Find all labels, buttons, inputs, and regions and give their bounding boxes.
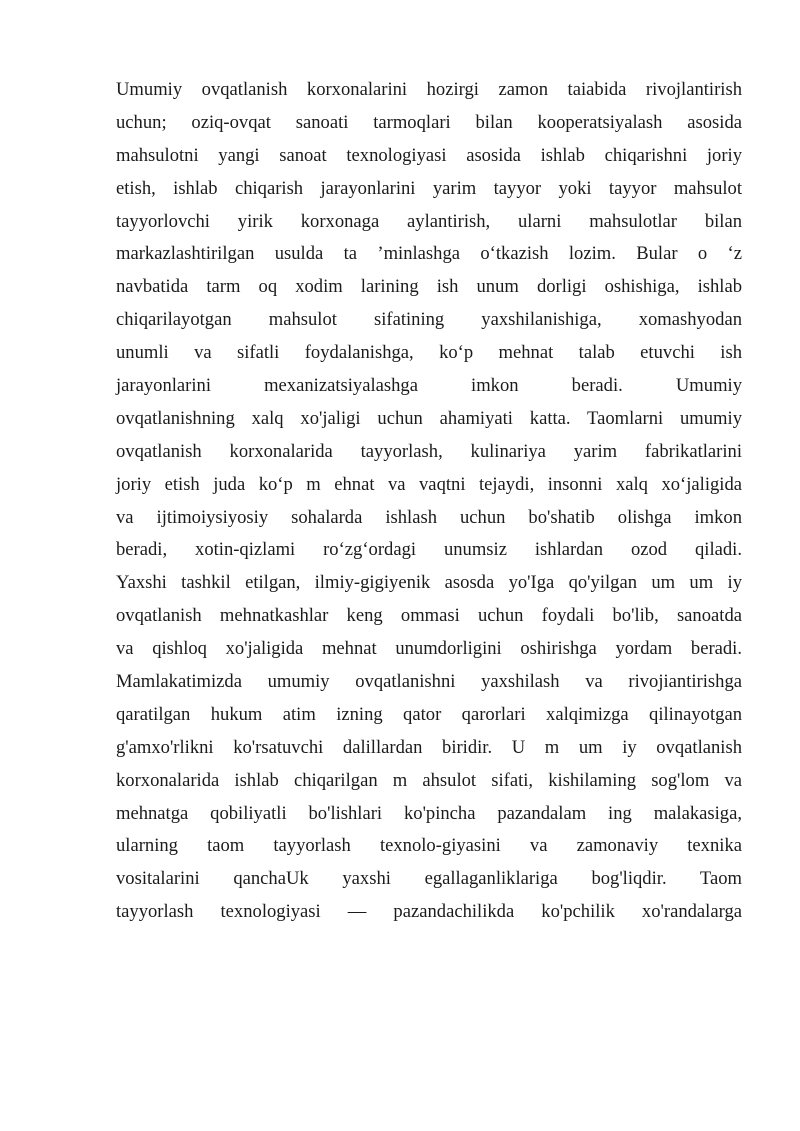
text-line: tayyorlovchi yirik korxonaga aylantirish, ularni mahsulotlar bilan bbox=[116, 210, 742, 232]
text-line: vositalarini qanchaUk yaxshi egallaganliklariga bog'liqdir. Taom bbox=[116, 868, 742, 890]
text-line: Yaxshi tashkil etilgan, ilmiy-gigiyenik asosda yo'Iga qo'yilgan um um iy bbox=[116, 572, 742, 594]
text-line: uchun; oziq-ovqat sanoati tarmoqlari bilan kooperatsiyalash asosida bbox=[116, 111, 742, 133]
text-line: ularning taom tayyorlash texnolo-giyasini va zamonaviy texnika bbox=[116, 835, 742, 857]
text-line: joriy etish juda ko‘p m ehnat va vaqtni tejaydi, insonni xalq xo‘jaligida bbox=[116, 473, 742, 495]
text-line: qaratilgan hukum atim izning qator qarorlari xalqimizga qilinayotgan bbox=[116, 703, 742, 725]
text-line: ovqatlanish korxonalarida tayyorlash, kulinariya yarim fabrikatlarini bbox=[116, 440, 742, 462]
text-line: Umumiy ovqatlanish korxonalarini hozirgi zamon taiabida rivojlantirish bbox=[116, 79, 742, 100]
text-line: etish, ishlab chiqarish jarayonlarini yarim tayyor yoki tayyor mahsulot bbox=[116, 177, 742, 199]
text-line: va ijtimoiysiyosiy sohalarda ishlash uchun bo'shatib olishga imkon bbox=[116, 506, 742, 528]
text-line: beradi, xotin-qizlami ro‘zg‘ordagi unumsiz ishlardan ozod qiladi. bbox=[116, 539, 742, 561]
body-paragraph bbox=[116, 74, 742, 929]
text-line: jarayonlarini mexanizatsiyalashga imkon beradi. Umumiy bbox=[116, 375, 742, 397]
text-line: g'amxo'rlikni ko'rsatuvchi dalillardan biridir. U m um iy ovqatlanish bbox=[116, 736, 742, 758]
text-line: unumli va sifatli foydalanishga, ko‘p mehnat talab etuvchi ish bbox=[116, 342, 742, 364]
text-line: mehnatga qobiliyatli bo'lishlari ko'pincha pazandalam ing malakasiga, bbox=[116, 802, 742, 824]
text-line: ovqatlanishning xalq xo'jaligi uchun ahamiyati katta. Taomlarni umumiy bbox=[116, 407, 742, 429]
text-line: korxonalarida ishlab chiqarilgan m ahsulot sifati, kishilaming sog'lom va bbox=[116, 769, 742, 791]
text-line: Mamlakatimizda umumiy ovqatlanishni yaxshilash va rivojiantirishga bbox=[116, 671, 742, 693]
text-line: markazlashtirilgan usulda ta ’minlashga o‘tkazish lozim. Bular o ‘z bbox=[116, 243, 742, 265]
text-line: va qishloq xo'jaligida mehnat unumdorligini oshirishga yordam beradi. bbox=[116, 638, 742, 660]
text-line: chiqarilayotgan mahsulot sifatining yaxshilanishiga, xomashyodan bbox=[116, 309, 742, 331]
text-line: mahsulotni yangi sanoat texnologiyasi asosida ishlab chiqarishni joriy bbox=[116, 144, 742, 166]
text-line: ovqatlanish mehnatkashlar keng ommasi uchun foydali bo'lib, sanoatda bbox=[116, 605, 742, 627]
text-line: navbatida tarm oq xodim larining ish unum dorligi oshishiga, ishlab bbox=[116, 276, 742, 298]
text-line: tayyorlash texnologiyasi — pazandachilikda ko'pchilik xo'randalarga bbox=[116, 901, 742, 923]
